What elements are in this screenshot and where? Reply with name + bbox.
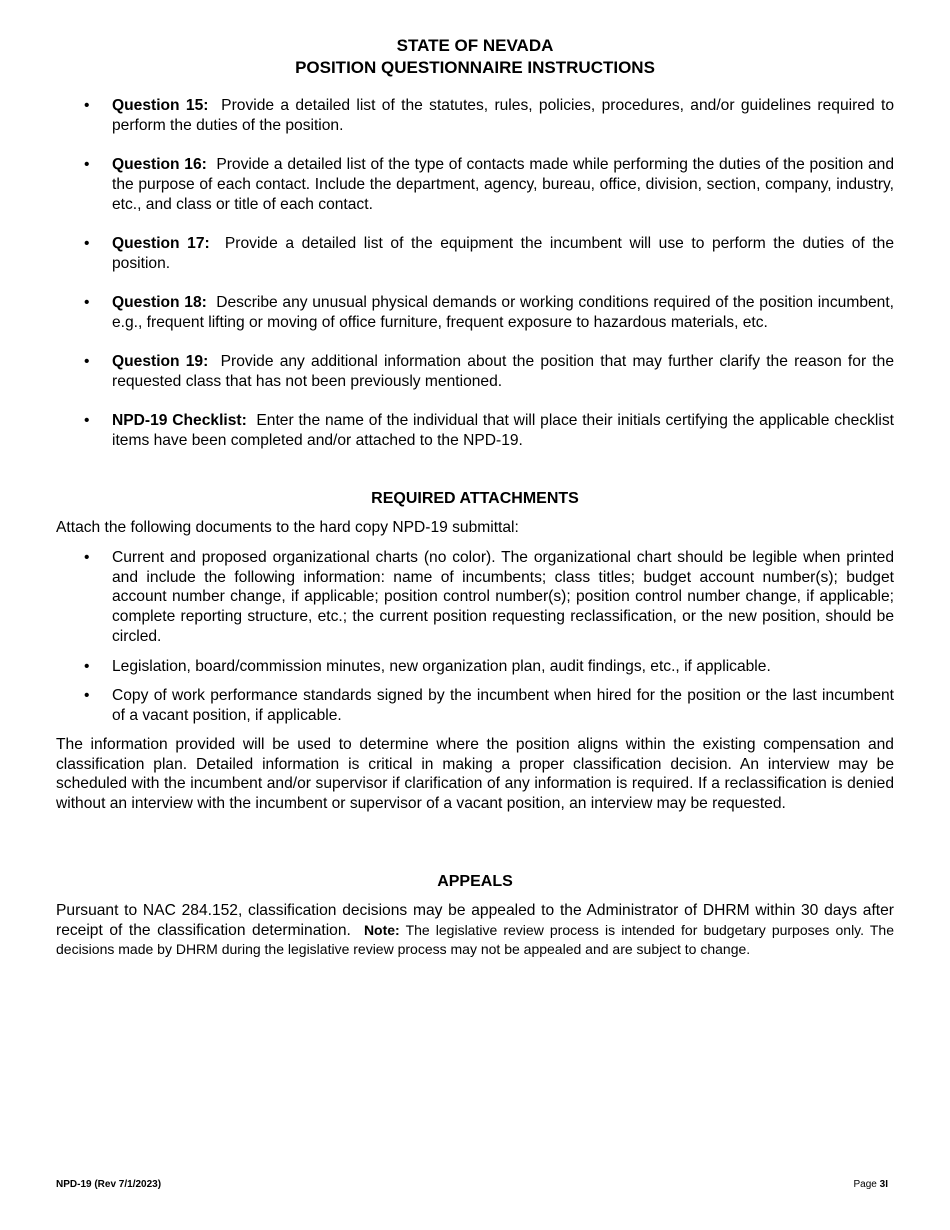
attachment-text: Copy of work performance standards signed by the incumbent when hired for the position or the last incumbent of a vacant position, if applicable. xyxy=(112,687,894,724)
attachments-intro: Attach the following documents to the hard copy NPD-19 submittal: xyxy=(56,519,519,536)
note-text: The legislative review process is intended for budgetary purposes only. The decisions made by DHRM during the legislative review process may not be appealed and are subject to change. xyxy=(56,921,894,958)
list-item xyxy=(56,96,894,135)
list-item xyxy=(56,293,894,332)
bullet-icon: • xyxy=(84,293,90,311)
question-label: Question 17: xyxy=(112,234,210,252)
question-label: NPD-19 Checklist: xyxy=(112,412,247,430)
question-label: Question 15: xyxy=(112,97,209,114)
question-label: Question 16: xyxy=(112,156,207,174)
bullet-icon: • xyxy=(84,234,90,252)
header-title: POSITION QUESTIONNAIRE INSTRUCTIONS xyxy=(295,58,655,77)
appeals-text: Pursuant to NAC 284.152, classification decisions may be appealed to the Administrator of DHRM within 30 days after receipt of the classification determination. xyxy=(56,902,894,939)
bullet-icon: • xyxy=(84,353,90,371)
attachments-closing: The information provided will be used to determine where the position aligns within the existing compensation and classification plan. Detailed information is critical in making a proper classification decision. An interview may be scheduled with the incumbent and/or supervisor if clarification of any information is required. If a reclassification is denied without an interview with the incumbent or supervisor of a vacant position, an interview may be requested. xyxy=(56,736,894,813)
bullet-icon: • xyxy=(84,657,90,675)
question-label: Question 19: xyxy=(112,353,209,371)
bullet-icon: • xyxy=(84,412,90,430)
list-item xyxy=(56,234,894,273)
bullet-icon: • xyxy=(84,549,90,566)
footer-page xyxy=(854,1179,888,1190)
attachments-list xyxy=(56,548,894,736)
question-text: Provide a detailed list of the statutes, rules, policies, procedures, and/or guidelines required to perform the duties of the position. xyxy=(112,97,894,134)
question-list xyxy=(56,96,894,470)
question-text: Provide a detailed list of the type of contacts made while performing the duties of the position and the purpose of each contact. Include the department, agency, bureau, office, division, section, company, industry, etc., and class or title of each contact. xyxy=(112,156,894,213)
bullet-icon: • xyxy=(84,97,90,114)
question-text: Provide a detailed list of the equipment the incumbent will use to perform the duties of the position. xyxy=(112,234,895,272)
list-item xyxy=(56,411,894,450)
page-number: 3I xyxy=(879,1179,888,1190)
footer-form-id: NPD-19 (Rev 7/1/2023) xyxy=(56,1179,162,1190)
question-label: Question 18: xyxy=(112,293,207,311)
page-label: Page xyxy=(853,1179,877,1190)
question-text: Describe any unusual physical demands or working conditions required of the position incumbent, e.g., frequent lifting or moving of office furniture, frequent exposure to hazardous materials, etc. xyxy=(112,293,894,331)
list-item xyxy=(56,352,894,391)
question-text: Enter the name of the individual that will place their initials certifying the applicable checklist items have been completed and/or attached to the NPD-19. xyxy=(112,412,894,449)
list-item xyxy=(56,657,894,677)
header-state: STATE OF NEVADA xyxy=(396,36,554,55)
appeals-title: APPEALS xyxy=(437,873,513,890)
list-item xyxy=(56,548,894,647)
bullet-icon: • xyxy=(84,687,90,705)
attachments-title: REQUIRED ATTACHMENTS xyxy=(371,490,579,507)
bullet-icon: • xyxy=(84,156,90,174)
list-item xyxy=(56,686,894,725)
note-label: Note: xyxy=(363,921,400,938)
attachment-text: Legislation, board/commission minutes, new organization plan, audit findings, etc., if applicable. xyxy=(112,657,771,675)
appeals-paragraph xyxy=(56,901,894,960)
list-item xyxy=(56,155,894,214)
attachment-text: Current and proposed organizational charts (no color). The organizational chart should be legible when printed and include the following information: name of incumbents; class titles; budget account number(s); budget account number change, if applicable; position control number(s); position control number change, if applicable; complete reporting structure, etc.; the current position requesting reclassification, or the new position, should be circled. xyxy=(112,549,894,645)
question-text: Provide any additional information about the position that may further clarify the reason for the requested class that has not been previously mentioned. xyxy=(112,353,894,390)
